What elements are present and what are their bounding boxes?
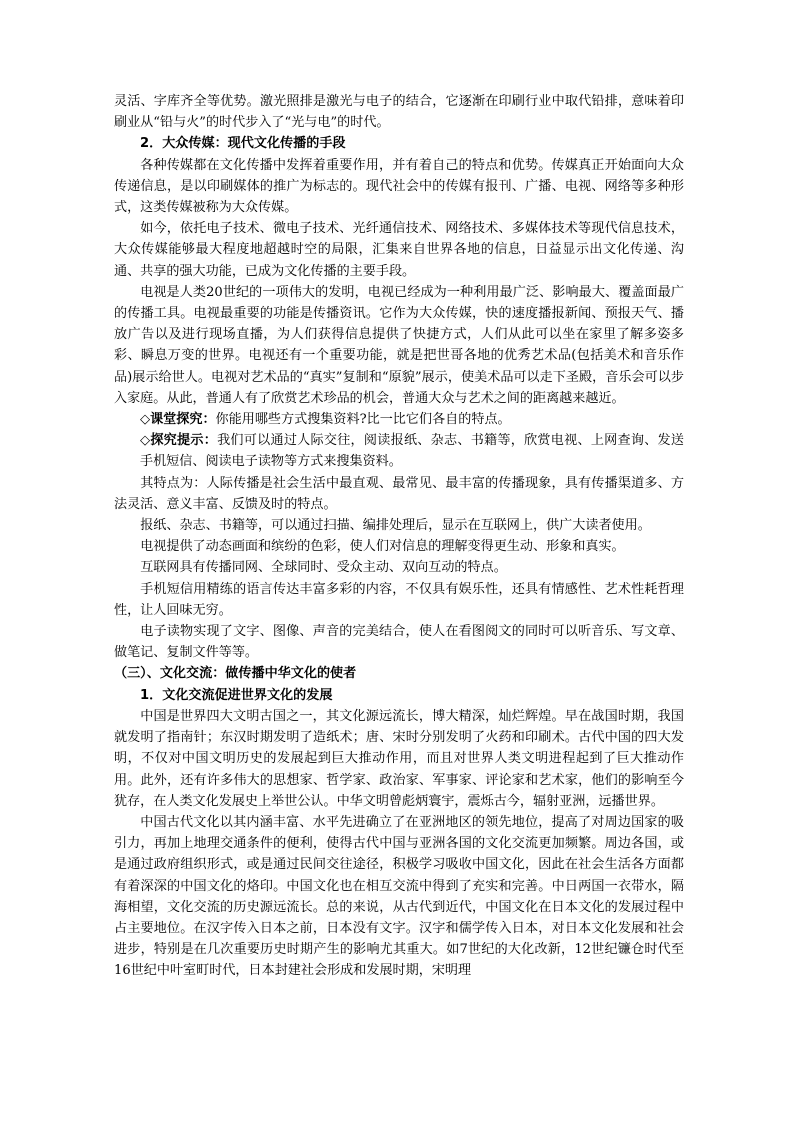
- paragraph: 电子读物实现了文字、图像、声音的完美结合，使人在看图阅文的同时可以听音乐、写文章、做笔记、复制文件等等。: [114, 624, 684, 661]
- paragraph: 中国古代文化以其内涵丰富、水平先进确立了在亚洲地区的领先地位，提高了对周边国家的吸引力，再加上地理交通条件的便利，使得古代中国与亚洲各国的文化交流更加频繁。周边各国，或是通过政府组织形式，或是通过民间交往途径，积极学习吸收中国文化，因此在社会生活各方面都有着深深的中国文化的烙印。中国文化也在相互交流中得到了充实和完善。中日两国一衣带水，隔海相望，文化交流的历史源远流长。总的来说，从古代到近代，中国文化在日本文化的发展过程中占主要地位。在汉字传入日本之前，日本没有文字。汉字和儒学传入日本，对日本文化发展和社会进步，特别是在几次重要历史时期产生的影响尤其重大。如7世纪的大化改新，12世纪镰仓时代至16世纪中叶室町时代，日本封建社会形成和发展时期，宋明理: [114, 814, 684, 979]
- classroom-inquiry-note: [114, 409, 684, 430]
- document-body: [114, 91, 684, 982]
- paragraph: 电视提供了动态画面和缤纷的色彩，使人们对信息的理解变得更生动、形象和真实。: [140, 539, 625, 555]
- paragraph: 电视是人类20世纪的一项伟大的发明，电视已经成为一种利用最广泛、影响最大、覆盖面最广的传播工具。电视最重要的功能是传播资讯。它作为大众传媒，快的速度播报新闻、预报天气、播放广告以及进行现场直播，为人们获得信息提供了快捷方式，人们从此可以坐在家里了解多姿多彩、瞬息万变的世界。电视还有一个重要功能，就是把世哥各地的优秀艺术品(包括美术和音乐作品)展示给世人。电视对艺术品的“真实”复制和“原貌”展示，使美术品可以走下圣殿，音乐会可以步入家庭。从此，普通人有了欣赏艺术珍品的机会，普通大众与艺术之间的距离越来越近。: [114, 284, 684, 406]
- paragraph-continuation: 灵活、字库齐全等优势。激光照排是激光与电子的结合，它逐渐在印刷行业中取代铅排，意味着印刷业从“铅与火”的时代步入了“光与电”的时代。: [114, 94, 684, 131]
- note-text: 我们可以通过人际交往，阅读报纸、杂志、书籍等，欣赏电视、上网查询、发送手机短信、阅读电子读物等方式来搜集资料。: [140, 433, 685, 470]
- section-heading-cultural-exchange: （三）、文化交流：做传播中华文化的使者: [114, 666, 357, 682]
- paragraph: 其特点为：人际传播是社会生活中最直观、最常见、最丰富的传播现象，具有传播渠道多、方法灵活、意义丰富、反馈及时的特点。: [114, 475, 684, 512]
- paragraph: 如今，依托电子技术、微电子技术、光纤通信技术、网络技术、多媒体技术等现代信息技术，大众传媒能够最大程度地超越时空的局限，汇集来自世界各地的信息，日益显示出文化传递、沟通、共享的强大功能，已成为文化传播的主要手段。: [114, 221, 684, 279]
- section-heading-mass-media: 2．大众传媒：现代文化传播的手段: [140, 136, 346, 152]
- paragraph: 各种传媒都在文化传播中发挥着重要作用，并有着自己的特点和优势。传媒真正开始面向大众传递信息，是以印刷媒体的推广为标志的。现代社会中的传媒有报刊、广播、电视、网络等多种形式，这类传媒被称为大众传媒。: [114, 157, 684, 216]
- paragraph: 互联网具有传播同网、全球同时、受众主动、双向互动的特点。: [140, 560, 507, 576]
- inquiry-hint-note: [114, 430, 684, 472]
- section-heading-exchange-promotes: 1．文化交流促进世界文化的发展: [140, 687, 333, 703]
- paragraph: 中国是世界四大文明古国之一，其文化源远流长，博大精深，灿烂辉煌。早在战国时期，我国就发明了指南针；东汉时期发明了造纸术；唐、宋时分别发明了火药和印刷术。古代中国的四大发明，不仅对中国文明历史的发展起到巨大推动作用，而且对世界人类文明进程起到了巨大推动作用。此外，还有许多伟大的思想家、哲学家、政治家、军事家、评论家和艺术家，他们的影响至今犹存，在人类文化发展史上举世公认。中华文明曾彪炳寰宇，震烁古今，辐射亚洲，远播世界。: [114, 708, 684, 809]
- note-text: 你能用哪些方式搜集资料?比一比它们各自的特点。: [215, 412, 511, 428]
- note-label: ◇课堂探究：: [140, 412, 216, 428]
- note-label: ◇探究提示：: [140, 433, 218, 449]
- paragraph: 手机短信用精练的语言传达丰富多彩的内容，不仅具有娱乐性，还具有情感性、艺术性耗哲理性，让人回味无穷。: [114, 581, 684, 618]
- paragraph: 报纸、杂志、书籍等，可以通过扫描、编排处理后，显示在互联网上，供广大读者使用。: [140, 518, 651, 534]
